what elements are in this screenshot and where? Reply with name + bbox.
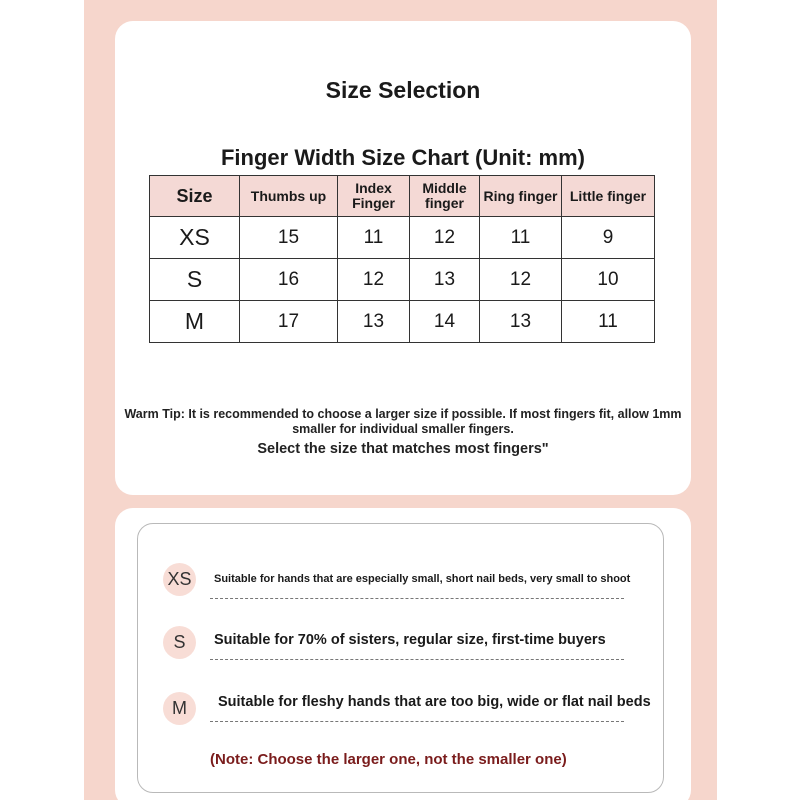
table-row	[150, 217, 655, 259]
table-cell: 14	[410, 301, 480, 343]
table-cell: 13	[480, 301, 562, 343]
table-cell: 11	[480, 217, 562, 259]
table-header-row	[150, 176, 655, 217]
header-size: Size	[150, 176, 240, 217]
header-ring: Ring finger	[480, 176, 562, 217]
select-hint: Select the size that matches most fingers"	[257, 441, 549, 457]
size-description-m: Suitable for fleshy hands that are too big, wide or flat nail beds	[218, 694, 651, 710]
table-row	[150, 259, 655, 301]
table-cell-size: M	[150, 301, 240, 343]
size-description-s: Suitable for 70% of sisters, regular size, first-time buyers	[214, 632, 606, 648]
table-cell: 10	[562, 259, 655, 301]
table-cell-size: S	[150, 259, 240, 301]
divider	[210, 721, 624, 722]
size-description-xs: Suitable for hands that are especially small, short nail beds, very small to shoot	[214, 573, 631, 585]
page-title: Size Selection	[325, 77, 481, 103]
header-index: Index Finger	[338, 176, 410, 217]
size-chart-card	[115, 21, 691, 495]
background-panel	[84, 0, 717, 800]
table-cell: 11	[562, 301, 655, 343]
table-cell: 12	[338, 259, 410, 301]
table-cell: 12	[480, 259, 562, 301]
table-cell: 9	[562, 217, 655, 259]
table-row	[150, 301, 655, 343]
size-guide-box	[137, 523, 664, 793]
table-cell: 13	[338, 301, 410, 343]
chart-title: Finger Width Size Chart (Unit: mm)	[220, 145, 585, 170]
header-thumb: Thumbs up	[240, 176, 338, 217]
size-badge-m: M	[163, 692, 196, 725]
size-table	[149, 175, 655, 343]
table-cell: 13	[410, 259, 480, 301]
size-guide-card	[115, 508, 691, 808]
table-cell-size: XS	[150, 217, 240, 259]
note-text: (Note: Choose the larger one, not the smaller one)	[210, 751, 567, 768]
header-little: Little finger	[562, 176, 655, 217]
divider	[210, 598, 624, 599]
table-cell: 16	[240, 259, 338, 301]
table-cell: 15	[240, 217, 338, 259]
table-cell: 11	[338, 217, 410, 259]
table-cell: 17	[240, 301, 338, 343]
warm-tip: Warm Tip: It is recommended to choose a larger size if possible. If most fingers fit, allow 1mm smaller for individual smaller fingers.	[124, 407, 682, 436]
divider	[210, 659, 624, 660]
size-badge-s: S	[163, 626, 196, 659]
size-badge-xs: XS	[163, 563, 196, 596]
table-cell: 12	[410, 217, 480, 259]
header-middle: Middle finger	[410, 176, 480, 217]
